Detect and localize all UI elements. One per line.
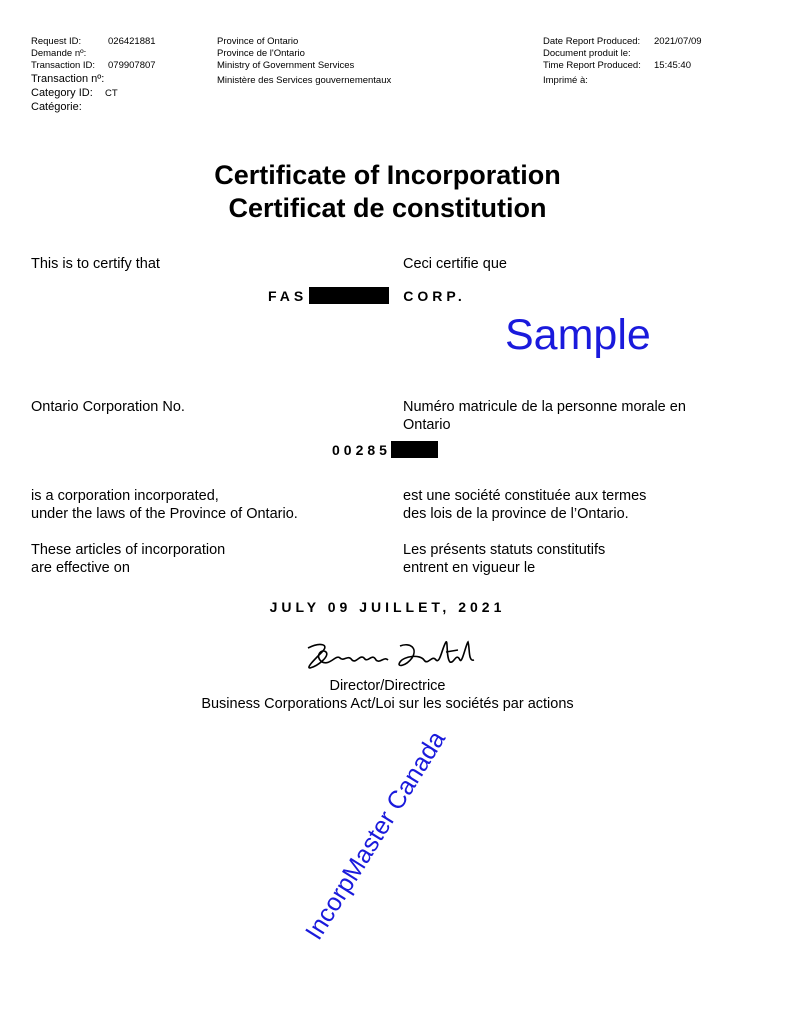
act-name: Business Corporations Act/Loi sur les sociétés par actions <box>201 696 574 712</box>
date-value: 2021/07/09 <box>654 36 702 47</box>
incorporated-fr-1: est une société constituée aux termes <box>403 488 647 504</box>
corp-no-en: Ontario Corporation No. <box>31 399 185 415</box>
province-en: Province of Ontario <box>217 36 299 47</box>
doc-produit-label: Document produit le: <box>543 48 631 59</box>
corp-name-suffix: CORP. <box>403 288 466 304</box>
certify-en: This is to certify that <box>31 256 160 272</box>
redaction-box <box>309 287 389 304</box>
ministry-fr: Ministère des Services gouvernementaux <box>217 75 392 86</box>
brand-watermark: IncorpMaster Canada <box>300 726 452 945</box>
categorie-label: Catégorie: <box>31 101 82 113</box>
effective-en-2: are effective on <box>31 560 130 576</box>
time-label: Time Report Produced: <box>543 60 641 71</box>
corp-name-prefix: FAS <box>268 288 308 304</box>
redaction-box <box>391 441 438 458</box>
effective-en-1: These articles of incorporation <box>31 542 226 558</box>
category-id-label: Category ID: <box>31 87 93 99</box>
corp-no-fr-1: Numéro matricule de la personne morale en <box>403 399 686 415</box>
imprime-label: Imprimé à: <box>543 75 588 86</box>
request-id-label: Request ID: <box>31 36 82 47</box>
effective-date: JULY 09 JUILLET, 2021 <box>269 599 506 615</box>
title-en: Certificate of Incorporation <box>214 160 561 190</box>
incorporated-fr-2: des lois de la province de l’Ontario. <box>403 506 629 522</box>
demande-label: Demande nº: <box>31 48 87 59</box>
director-title: Director/Directrice <box>329 678 446 694</box>
transaction-id-label: Transaction ID: <box>31 60 96 71</box>
corp-no-fr-2: Ontario <box>403 417 451 433</box>
transaction-id: 079907807 <box>108 60 156 71</box>
transaction-no-label: Transaction nº: <box>31 73 105 85</box>
effective-fr-2: entrent en vigueur le <box>403 560 536 576</box>
category-id: CT <box>105 88 118 99</box>
director-signature <box>300 638 480 674</box>
corporation-number <box>332 441 438 459</box>
time-value: 15:45:40 <box>654 60 691 71</box>
sample-watermark: Sample <box>505 311 651 359</box>
corp-no-prefix: 00285 <box>332 442 391 458</box>
ministry-en: Ministry of Government Services <box>217 60 355 71</box>
incorporated-en-1: is a corporation incorporated, <box>31 488 219 504</box>
province-fr: Province de l'Ontario <box>217 48 305 59</box>
date-label: Date Report Produced: <box>543 36 641 47</box>
effective-fr-1: Les présents statuts constitutifs <box>403 542 606 558</box>
certify-fr: Ceci certifie que <box>403 256 507 272</box>
title-fr: Certificat de constitution <box>228 193 547 223</box>
corporation-name <box>268 287 466 305</box>
request-id: 026421881 <box>108 36 156 47</box>
incorporated-en-2: under the laws of the Province of Ontario. <box>31 506 298 522</box>
